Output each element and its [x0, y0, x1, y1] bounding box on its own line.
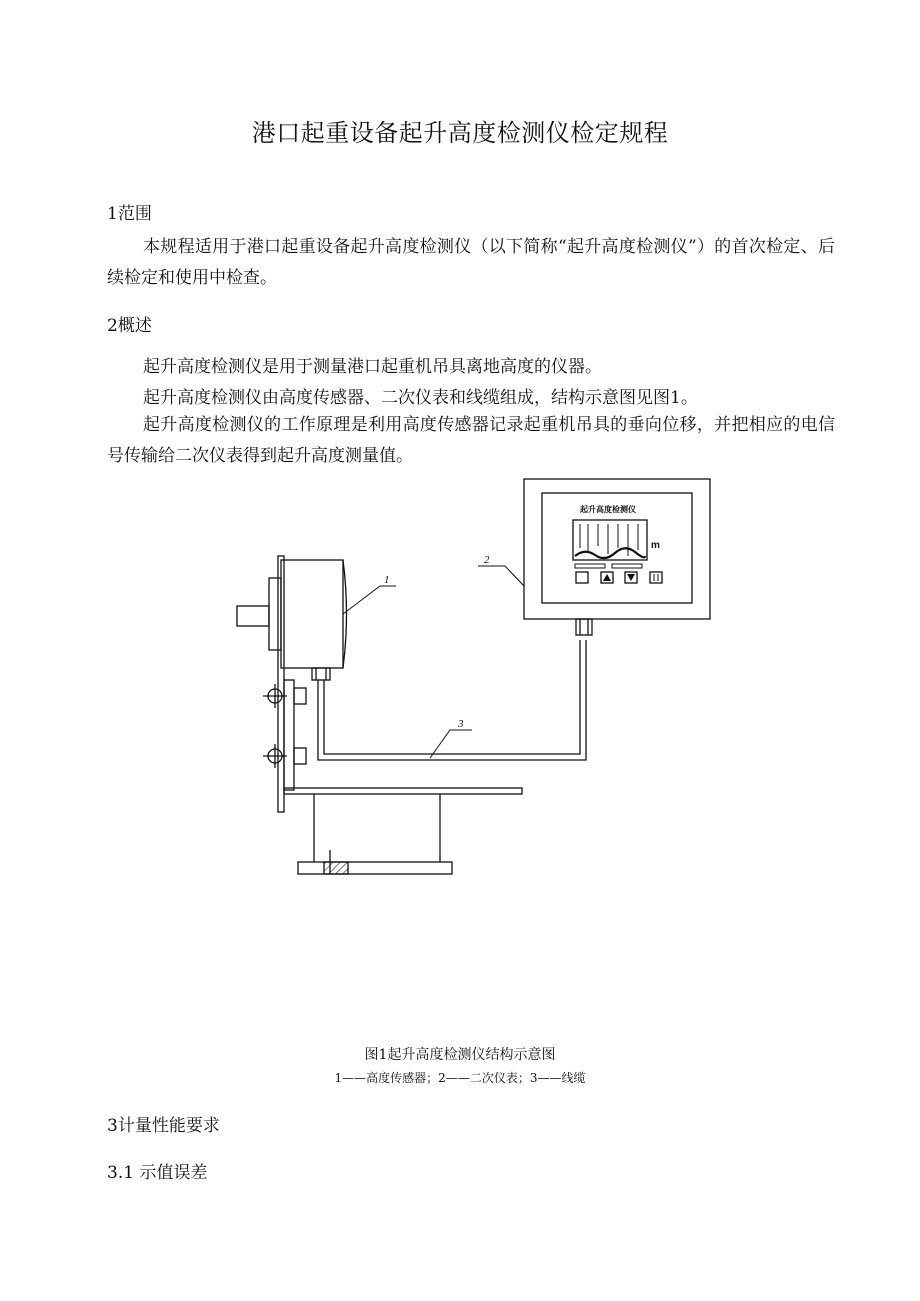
figure-caption: 图1起升高度检测仪结构示意图	[364, 1047, 556, 1063]
label-2: 2	[484, 554, 490, 566]
section-2-paragraph-3: 起升高度检测仪的工作原理是利用高度传感器记录起重机吊具的垂向位移，并把相应的电信号传输给二次仪表得到起升高度测量值。	[107, 415, 835, 466]
figure-legend: 1——高度传感器；2——二次仪表；3——线缆	[334, 1071, 586, 1085]
section-1-heading: 1范围	[107, 204, 152, 224]
label-3: 3	[458, 718, 464, 730]
label-1: 1	[384, 574, 390, 586]
section-3-heading: 3计量性能要求	[107, 1116, 220, 1136]
base-structure	[284, 788, 522, 874]
page-title: 港口起重设备起升高度检测仪检定规程	[251, 119, 669, 147]
instrument-screen-title: 起升高度检测仪	[580, 505, 636, 514]
section-2-heading: 2概述	[107, 316, 152, 336]
cable	[318, 640, 586, 760]
section-2-line-2: 起升高度检测仪由高度传感器、二次仪表和线缆组成，结构示意图见图1。	[143, 388, 698, 408]
unit-label: m	[651, 540, 660, 551]
secondary-instrument	[524, 479, 710, 635]
height-sensor	[237, 560, 347, 680]
section-1-paragraph: 本规程适用于港口起重设备起升高度检测仪（以下简称“起升高度检测仪”）的首次检定、后续检定和使用中检查。	[107, 237, 835, 288]
section-2-line-1: 起升高度检测仪是用于测量港口起重机吊具离地高度的仪器。	[143, 357, 602, 377]
structure-diagram	[0, 470, 920, 890]
section-3-1-heading: 3.1 示值误差	[107, 1163, 208, 1183]
